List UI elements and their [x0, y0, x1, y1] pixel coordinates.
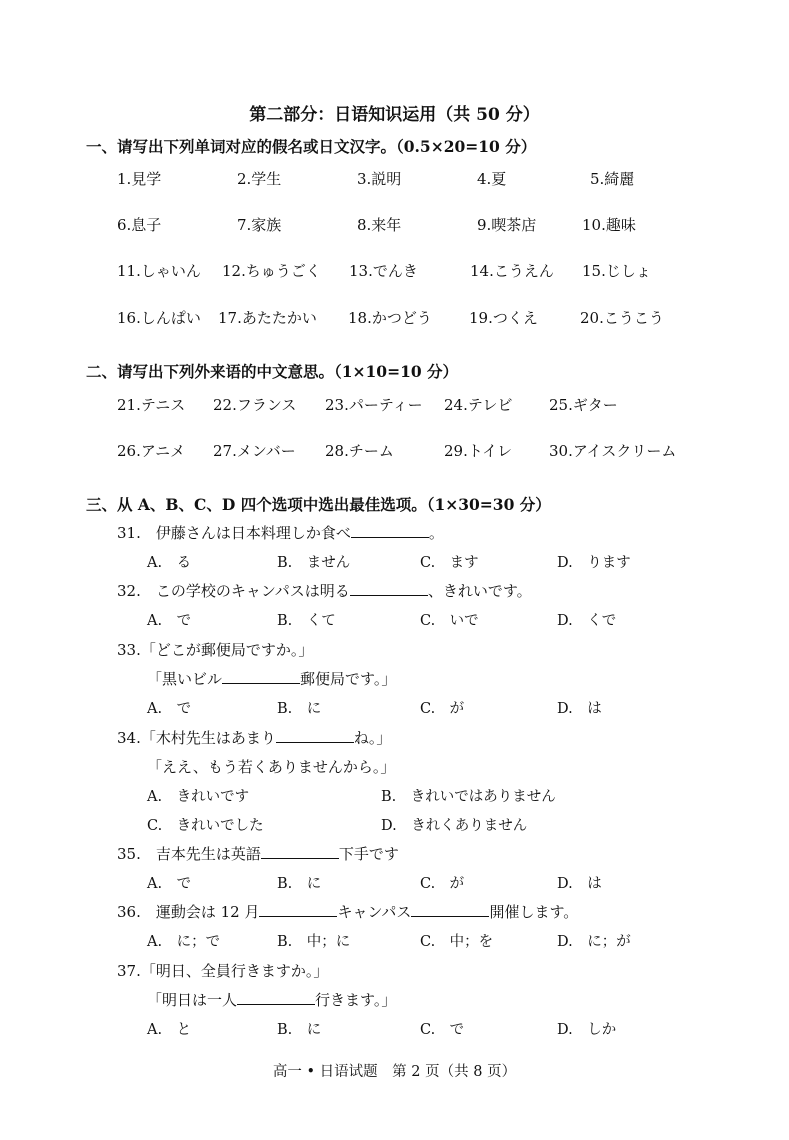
answer-blank [222, 669, 300, 684]
option-d: D. きれくありません [381, 818, 528, 834]
loanword-item: 29.トイレ [444, 442, 513, 460]
vocab-item: 5.綺麗 [590, 170, 635, 188]
options-31 [147, 551, 707, 573]
option-b: B. 中；に [277, 934, 351, 950]
section3-heading: 三、从 A、B、C、D 四个选项中选出最佳选项。（1×30=30 分） [86, 495, 551, 514]
vocab-item: 13.でんき [349, 262, 418, 280]
options-35 [147, 872, 707, 894]
vocab-item: 12.ちゅうごく [222, 262, 321, 280]
answer-blank [261, 844, 339, 859]
loanword-row-1 [117, 394, 737, 418]
answer-blank [276, 728, 354, 743]
vocab-item: 6.息子 [117, 216, 162, 234]
vocab-item: 18.かつどう [348, 309, 432, 327]
options-32 [147, 609, 707, 631]
vocab-row-3 [117, 260, 737, 284]
option-b: B. ません [277, 555, 351, 571]
question-33: 33.「どこが郵便局ですか。」 [117, 641, 314, 659]
option-d: D. くで [557, 613, 617, 629]
vocab-item: 11.しゃいん [117, 262, 201, 280]
option-b: B. きれいではありません [381, 789, 556, 805]
loanword-item: 28.チーム [325, 442, 394, 460]
option-a: A. で [147, 613, 192, 629]
option-b: B. くて [277, 613, 336, 629]
answer-blank [351, 523, 429, 538]
vocab-item: 16.しんぱい [117, 309, 201, 327]
question-35: 35. 吉本先生は英語 下手です [117, 845, 399, 863]
page-title: 第二部分：日语知识运用（共 50 分） [249, 105, 540, 125]
section2-heading: 二、请写出下列外来语的中文意思。（1×10=10 分） [86, 362, 459, 381]
answer-blank [411, 902, 489, 917]
options-37 [147, 1018, 707, 1040]
vocab-item: 7.家族 [237, 216, 282, 234]
option-c: C. が [420, 701, 465, 717]
option-b: B. に [277, 701, 322, 717]
option-d: D. は [557, 701, 602, 717]
option-c: C. 中；を [420, 934, 494, 950]
vocab-item: 10.趣味 [582, 216, 636, 234]
section1-heading: 一、请写出下列单词对应的假名或日文汉字。（0.5×20=10 分） [86, 137, 537, 156]
option-a: A. る [147, 555, 192, 571]
option-a: A. きれいです [147, 789, 250, 805]
option-b: B. に [277, 1022, 322, 1038]
option-b: B. に [277, 876, 322, 892]
vocab-item: 9.喫茶店 [477, 216, 537, 234]
vocab-item: 14.こうえん [470, 262, 554, 280]
option-d: D. ります [557, 555, 631, 571]
option-a: A. に；で [147, 934, 221, 950]
vocab-row-2 [117, 214, 737, 238]
options-34-row2 [147, 814, 707, 836]
option-a: A. で [147, 876, 192, 892]
options-33 [147, 697, 707, 719]
vocab-item: 4.夏 [477, 170, 507, 188]
question-34: 34.「木村先生はあまり ね。」 [117, 729, 392, 747]
vocab-item: 17.あたたかい [218, 309, 317, 327]
option-a: A. で [147, 701, 192, 717]
option-c: C. で [420, 1022, 465, 1038]
loanword-item: 24.テレビ [444, 396, 513, 414]
question-33-line2: 「黒いビル 郵便局です。」 [147, 670, 397, 688]
loanword-item: 21.テニス [117, 396, 186, 414]
loanword-item: 23.パーティー [325, 396, 423, 414]
vocab-item: 1.見学 [117, 170, 162, 188]
vocab-item: 20.こうこう [580, 309, 664, 327]
question-36: 36. 運動会は 12 月 キャンパス 開催します。 [117, 903, 579, 921]
vocab-item: 19.つくえ [469, 309, 538, 327]
vocab-item: 15.じしょ [582, 262, 651, 280]
option-a: A. と [147, 1022, 192, 1038]
loanword-row-2 [117, 440, 737, 464]
loanword-item: 27.メンバー [213, 442, 296, 460]
loanword-item: 22.フランス [213, 396, 297, 414]
options-36 [147, 930, 707, 952]
option-c: C. いで [420, 613, 479, 629]
option-c: C. きれいでした [147, 818, 264, 834]
vocab-item: 3.説明 [357, 170, 402, 188]
answer-blank [259, 902, 337, 917]
vocab-item: 2.学生 [237, 170, 282, 188]
option-c: C. が [420, 876, 465, 892]
question-37-line2: 「明日は一人 行きます。」 [147, 991, 397, 1009]
loanword-item: 26.アニメ [117, 442, 186, 460]
vocab-row-4 [117, 307, 737, 331]
loanword-item: 25.ギター [549, 396, 618, 414]
page-footer: 高一 • 日语试题 第 2 页（共 8 页） [272, 1064, 517, 1080]
vocab-item: 8.来年 [357, 216, 402, 234]
vocab-row-1 [117, 168, 737, 192]
answer-blank [350, 581, 428, 596]
option-d: D. しか [557, 1022, 617, 1038]
option-c: C. ます [420, 555, 479, 571]
question-32: 32. この学校のキャンパスは明る 、きれいです。 [117, 582, 532, 600]
answer-blank [237, 990, 315, 1005]
question-37: 37.「明日、全員行きますか。」 [117, 962, 329, 980]
options-34-row1 [147, 785, 707, 807]
question-31: 31. 伊藤さんは日本料理しか食べ 。 [117, 524, 444, 542]
loanword-item: 30.アイスクリーム [549, 442, 677, 460]
question-34-line2: 「ええ、もう若くありませんから。」 [147, 758, 396, 776]
option-d: D. は [557, 876, 602, 892]
option-d: D. に；が [557, 934, 631, 950]
